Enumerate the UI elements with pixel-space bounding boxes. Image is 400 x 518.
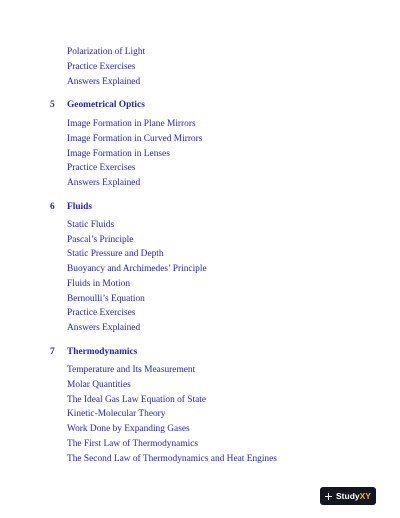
chapter-number: 7 (50, 347, 55, 357)
toc-entry[interactable]: Molar Quantities (67, 380, 131, 390)
toc-entry[interactable]: Temperature and Its Measurement (67, 365, 196, 375)
toc-entry[interactable]: Buoyancy and Archimedes’ Principle (67, 264, 207, 274)
toc-entry[interactable]: Fluids in Motion (67, 279, 131, 289)
toc-entry[interactable]: Bernoulli’s Equation (67, 294, 145, 304)
toc-entry[interactable]: The First Law of Thermodynamics (67, 439, 199, 449)
toc-entry-practice-exercises[interactable]: Practice Exercises (67, 62, 136, 72)
toc-entry[interactable]: Static Fluids (67, 220, 115, 230)
toc-entry[interactable]: Image Formation in Plane Mirrors (67, 119, 196, 129)
chapter-number: 6 (50, 202, 55, 212)
chapter-heading-5 (0, 99, 400, 111)
toc-entry[interactable]: Work Done by Expanding Gases (67, 424, 190, 434)
toc-entry[interactable]: Kinetic-Molecular Theory (67, 409, 166, 419)
brand-suffix: XY (359, 491, 371, 501)
chapter-title[interactable]: Fluids (67, 202, 93, 212)
toc-entry[interactable]: The Second Law of Thermodynamics and Heat Engines (67, 454, 277, 464)
studyxy-watermark-badge[interactable] (320, 487, 376, 505)
toc-entry[interactable]: Answers Explained (67, 178, 141, 188)
toc-entry[interactable]: Answers Explained (67, 323, 141, 333)
toc-entry-answers-explained[interactable]: Answers Explained (67, 77, 141, 87)
chapter-heading-7 (0, 346, 400, 358)
chapter-heading-6 (0, 201, 400, 213)
toc-entry[interactable]: Static Pressure and Depth (67, 249, 164, 259)
brand-prefix: Study (336, 491, 360, 501)
toc-entry[interactable]: The Ideal Gas Law Equation of State (67, 395, 207, 405)
toc-entry[interactable]: Image Formation in Curved Mirrors (67, 134, 203, 144)
toc-entry[interactable]: Image Formation in Lenses (67, 149, 170, 159)
chapter-title[interactable]: Geometrical Optics (67, 100, 145, 110)
toc-entry[interactable]: Practice Exercises (67, 163, 136, 173)
toc-entry[interactable]: Pascal’s Principle (67, 235, 134, 245)
chapter-title[interactable]: Thermodynamics (67, 347, 138, 357)
toc-entry-polarization-of-light[interactable]: Polarization of Light (67, 47, 146, 57)
toc-entry[interactable]: Practice Exercises (67, 308, 136, 318)
plus-icon (325, 493, 332, 500)
chapter-number: 5 (50, 100, 55, 110)
